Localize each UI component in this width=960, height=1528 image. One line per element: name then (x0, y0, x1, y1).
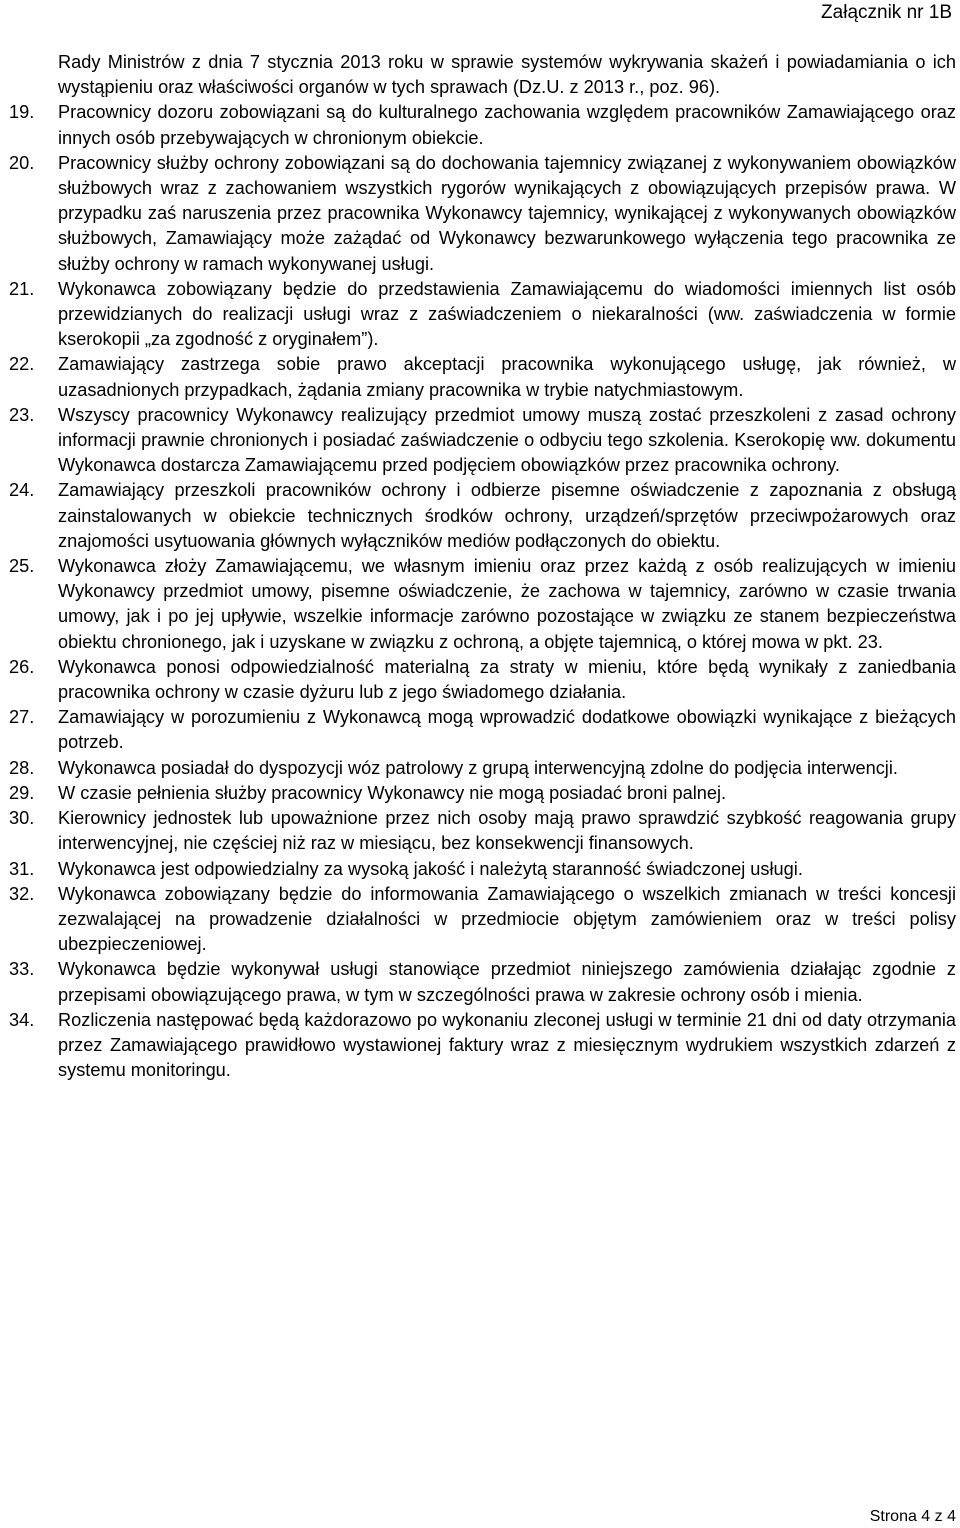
list-item-24 (9, 478, 956, 554)
list-item-32 (9, 882, 956, 958)
list-item-21 (9, 277, 956, 353)
list-item-27 (9, 705, 956, 755)
list-item-number: 23. (9, 404, 35, 425)
document-body (9, 50, 956, 1083)
list-item-20 (9, 151, 956, 277)
list-item-number: 32. (9, 883, 35, 904)
list-item-34 (9, 1008, 956, 1084)
list-item-text: W czasie pełnienia służby pracownicy Wykonawcy nie mogą posiadać broni palnej. (58, 782, 727, 803)
list-item-number: 26. (9, 656, 35, 677)
list-item-text: Zamawiający w porozumieniu z Wykonawcą mogą wprowadzić dodatkowe obowiązki wynikające z bieżących potrzeb. (58, 707, 956, 753)
list-item-number: 19. (9, 102, 35, 123)
list-item-text: Wykonawca ponosi odpowiedzialność materialną za straty w mieniu, które będą wynikały z zaniedbania pracownika ochrony w czasie dyżuru lub z jego świadomego działania. (58, 656, 956, 703)
list-item-28 (9, 756, 956, 781)
list-item-number: 25. (9, 556, 35, 577)
list-item-text: Wykonawca zobowiązany będzie do informowania Zamawiającego o wszelkich zmianach w treści koncesji zezwalającej na prowadzenie działalności w przedmiocie objętym zamówieniem oraz w treści polisy ubezpieczeniowej. (58, 883, 956, 955)
list-item-number: 34. (9, 1009, 35, 1030)
list-item-number: 33. (9, 959, 35, 980)
list-item-26 (9, 655, 956, 705)
list-item-text: Wszyscy pracownicy Wykonawcy realizujący przedmiot umowy muszą zostać przeszkoleni z zasad ochrony informacji prawnie chronionych i posiadać zaświadczenie o odbyciu tego szkolenia. Kserokopię ww. dokumentu Wykonawca dostarcza Zamawiającemu przed podjęciem obowiązków przez pracownika ochrony. (58, 404, 956, 476)
list-item-number: 30. (9, 808, 35, 829)
list-item-number: 24. (9, 480, 35, 501)
list-item-text: Rady Ministrów z dnia 7 stycznia 2013 roku w sprawie systemów wykrywania skażeń i powiadamiania o ich wystąpieniu oraz właściwości organów w tych sprawach (Dz.U. z 2013 r., poz. 96). (58, 52, 956, 98)
list-item-19 (9, 100, 956, 150)
list-item-text: Wykonawca złoży Zamawiającemu, we własnym imieniu oraz przez każdą z osób realizujących w imieniu Wykonawcy przedmiot umowy, pisemne oświadczenie, że zachowa w tajemnicy, zarówno w czasie trwania umowy, jak i po jej upływie, wszelkie informacje zarówno pozostające w związku ze stanem bezpieczeństwa obiektu chronionego, jak i uzyskane w związku z ochroną, a objęte tajemnicą, o której mowa w pkt. 23. (58, 556, 956, 652)
list-item-30 (9, 806, 956, 856)
list-item-text: Zamawiający zastrzega sobie prawo akceptacji pracownika wykonującego usługę, jak również, w uzasadnionych przypadkach, żądania zmiany pracownika w trybie natychmiastowym. (58, 354, 956, 400)
list-item-number: 21. (9, 278, 35, 299)
list-item-number: 31. (9, 858, 35, 879)
list-item-text: Wykonawca posiadał do dyspozycji wóz patrolowy z grupą interwencyjną zdolne do podjęcia interwencji. (58, 757, 898, 778)
list-item-number: 29. (9, 782, 35, 803)
list-item-number: 28. (9, 757, 35, 778)
list-item-29 (9, 781, 956, 806)
list-item-22 (9, 352, 956, 402)
attachment-label: Załącznik nr 1B (821, 2, 952, 23)
list-item-text: Kierownicy jednostek lub upoważnione przez nich osoby mają prawo sprawdzić szybkość reagowania grupy interwencyjnej, nie częściej niż raz w miesiącu, bez konsekwencji finansowych. (58, 808, 956, 854)
page-number: Strona 4 z 4 (869, 1508, 956, 1525)
list-item-25 (9, 554, 956, 655)
list-item-text: Wykonawca będzie wykonywał usługi stanowiące przedmiot niniejszego zamówienia działając zgodnie z przepisami obowiązującego prawa, w tym w szczególności prawa w zakresie ochrony osób i mienia. (58, 959, 956, 1005)
list-item-text: Pracownicy dozoru zobowiązani są do kulturalnego zachowania względem pracowników Zamawiającego oraz innych osób przebywających w chronionym obiekcie. (58, 102, 956, 148)
list-item-23 (9, 403, 956, 479)
list-item-33 (9, 957, 956, 1007)
list-item-text: Zamawiający przeszkoli pracowników ochrony i odbierze pisemne oświadczenie z zapoznania z obsługą zainstalowanych w obiekcie technicznych środków ochrony, urządzeń/sprzętów przeciwpożarowych oraz znajomości usytuowania głównych wyłączników mediów podłączonych do obiektu. (58, 480, 956, 551)
list-item-continuation (9, 50, 956, 100)
list-item-number: 20. (9, 152, 35, 173)
list-item-number: 22. (9, 354, 35, 375)
list-item-text: Wykonawca zobowiązany będzie do przedstawienia Zamawiającemu do wiadomości imiennych list osób przewidzianych do realizacji usługi wraz z zaświadczeniem o niekaralności (ww. zaświadczenia w formie kserokopii „za zgodność z oryginałem”). (58, 278, 956, 350)
list-item-31 (9, 857, 956, 882)
list-item-text: Pracownicy służby ochrony zobowiązani są do dochowania tajemnicy związanej z wykonywaniem obowiązków służbowych wraz z zachowaniem wszystkich rygorów wynikających z obowiązujących przepisów prawa. W przypadku zaś naruszenia przez pracownika Wykonawcy tajemnicy, wynikającej z wykonywanych obowiązków służbowych, Zamawiający może zażądać od Wykonawcy bezwarunkowego wyłączenia tego pracownika ze służby ochrony w ramach wykonywanej usługi. (58, 152, 956, 274)
list-item-text: Rozliczenia następować będą każdorazowo po wykonaniu zleconej usługi w terminie 21 dni od daty otrzymania przez Zamawiającego prawidłowo wystawionej faktury wraz z miesięcznym wydrukiem wszystkich zdarzeń z systemu monitoringu. (58, 1009, 956, 1081)
list-item-text: Wykonawca jest odpowiedzialny za wysoką jakość i należytą staranność świadczonej usługi. (58, 858, 803, 879)
list-item-number: 27. (9, 707, 35, 728)
